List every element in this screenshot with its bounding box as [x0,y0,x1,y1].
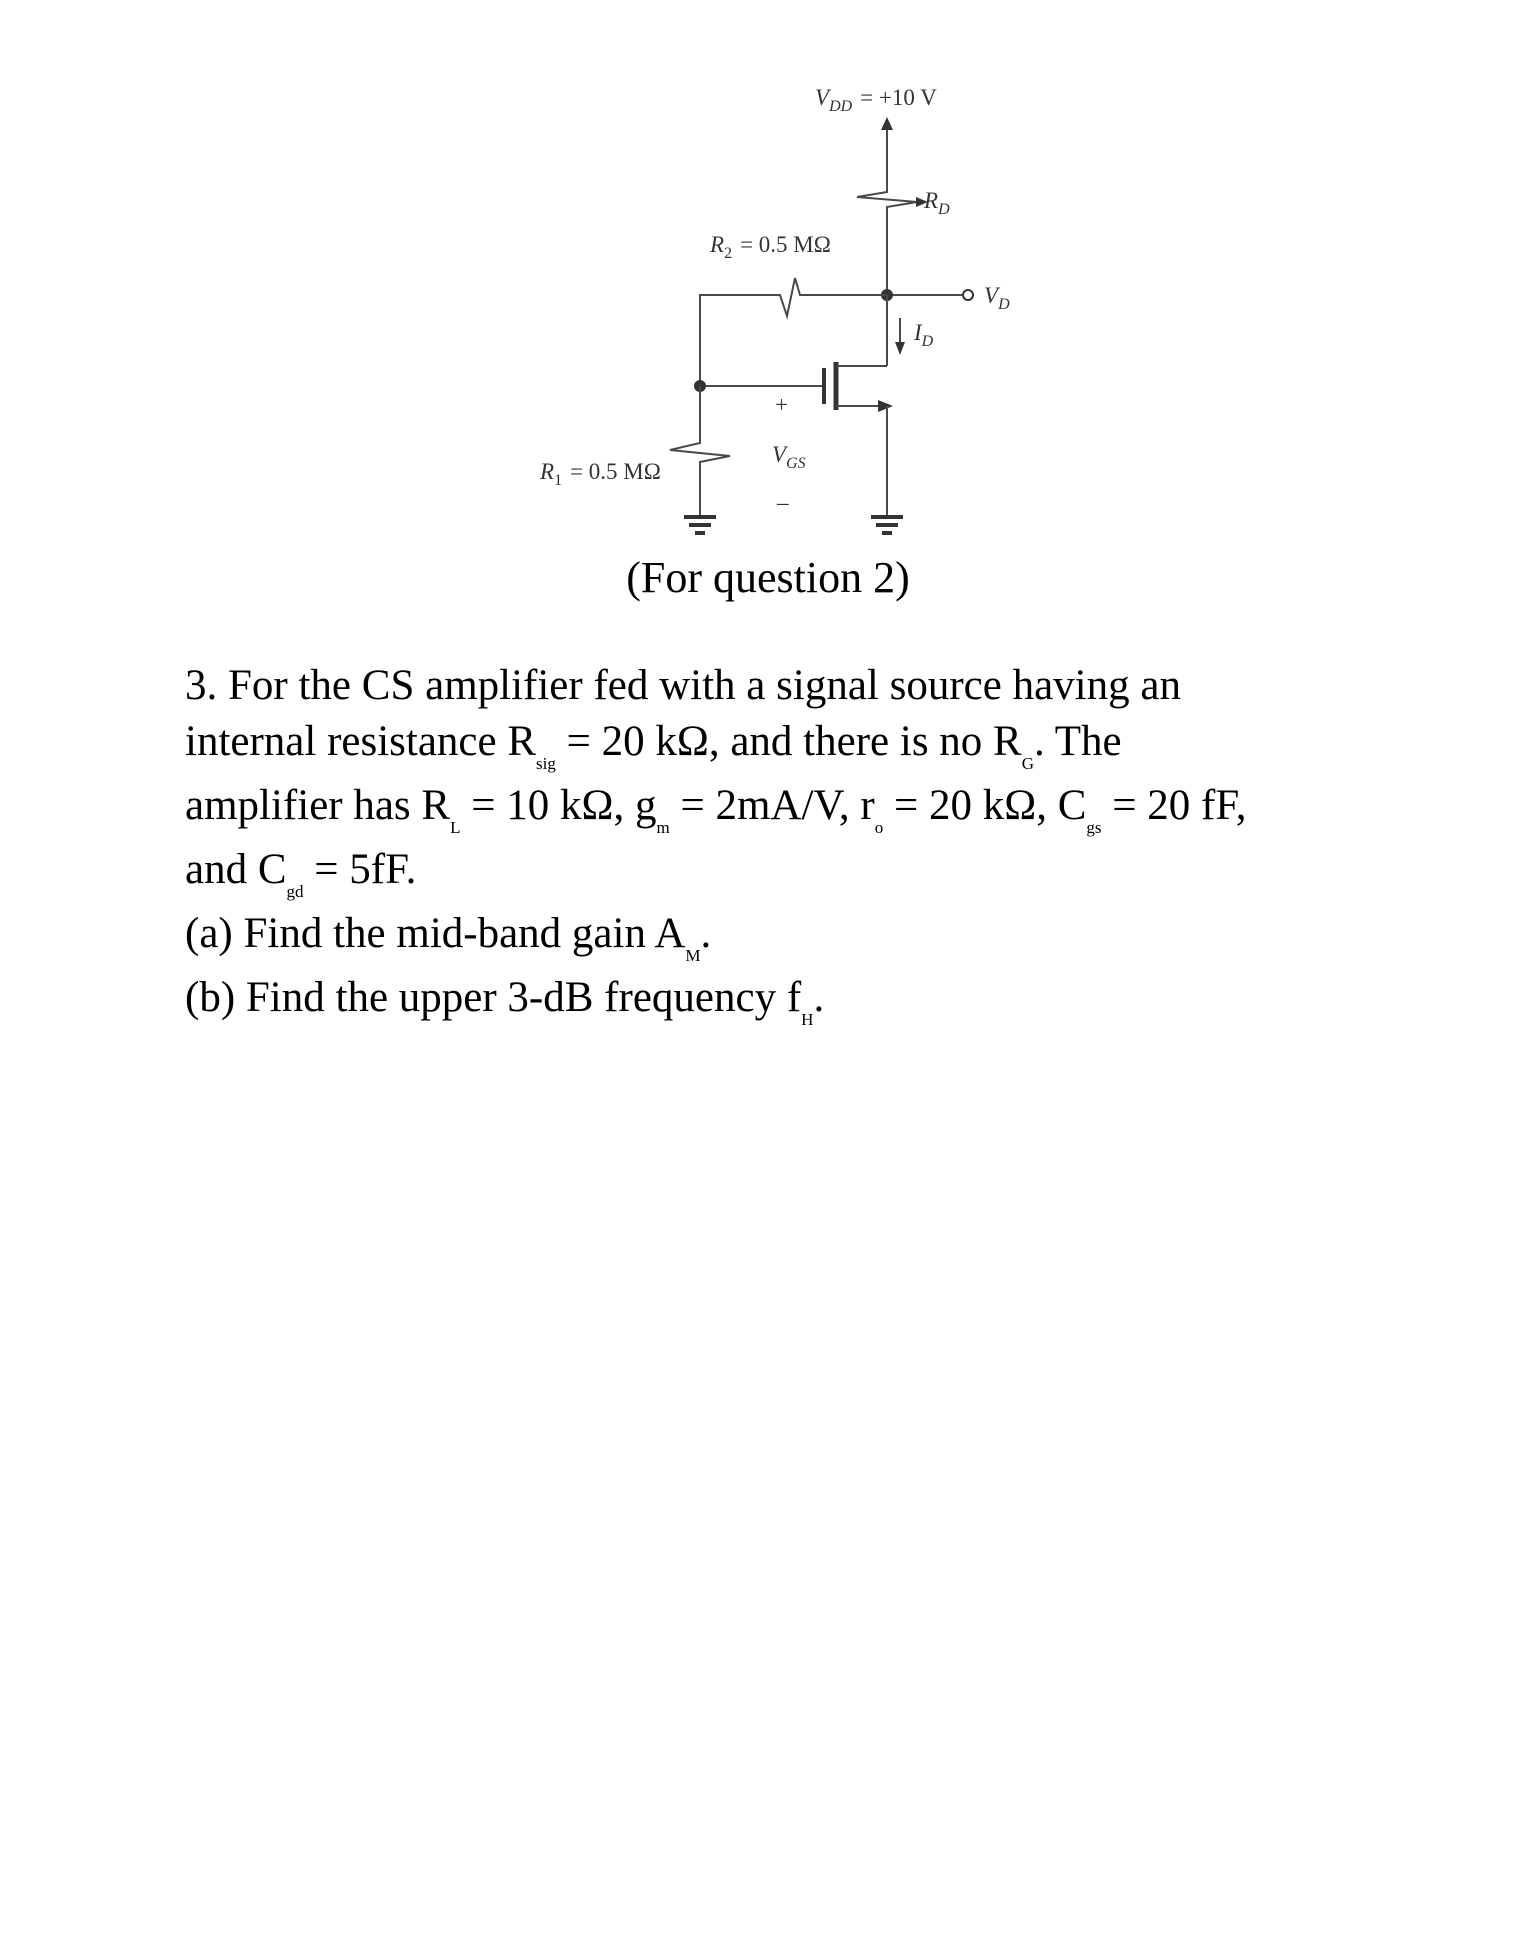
ground-left [684,517,716,533]
vgs-plus: + [775,392,788,417]
vdd-label: $V_{DD} = +10$ V [815,85,937,115]
question-b: (b) Find the upper 3-dB frequency $f_H$. [185,974,825,1029]
vd-terminal [963,290,973,300]
problem-line-3: amplifier has $R_L = 10$ kΩ, $g_m = 2mA/V$, $r_o = 20$ kΩ, $C_{gs} = 20$ fF, [185,782,1247,837]
vgs-label: $V_{GS}$ [772,442,806,472]
rd-resistor [857,182,928,210]
r1-resistor [670,386,730,515]
figure-caption: (For question 2) [626,553,910,602]
vdd-arrow [881,117,893,182]
circuit-diagram [0,0,1536,560]
vgs-minus: – [777,490,789,515]
r1-label: $R_1 = 0.5$ MΩ [540,459,661,489]
nmos-transistor [824,295,893,515]
ground-right [871,517,903,533]
rd-label: $R_D$ [924,188,950,218]
r2-resistor [700,278,887,386]
id-label: $I_D$ [914,320,934,350]
id-arrow [895,318,905,355]
r2-label: $R_2 = 0.5$ MΩ [710,232,831,262]
question-a: (a) Find the mid-band gain $A_M$. [185,910,712,965]
problem-3 [185,658,1385,1034]
vd-label: $V_D$ [984,283,1010,313]
problem-line-1: 3. For the CS amplifier fed with a signal source having an [185,662,1181,709]
problem-line-2: internal resistance $R_{sig} = 20$ kΩ, and there is no $R_G$. The [185,718,1122,773]
problem-line-4: and $C_{gd} = 5fF$. [185,846,417,901]
